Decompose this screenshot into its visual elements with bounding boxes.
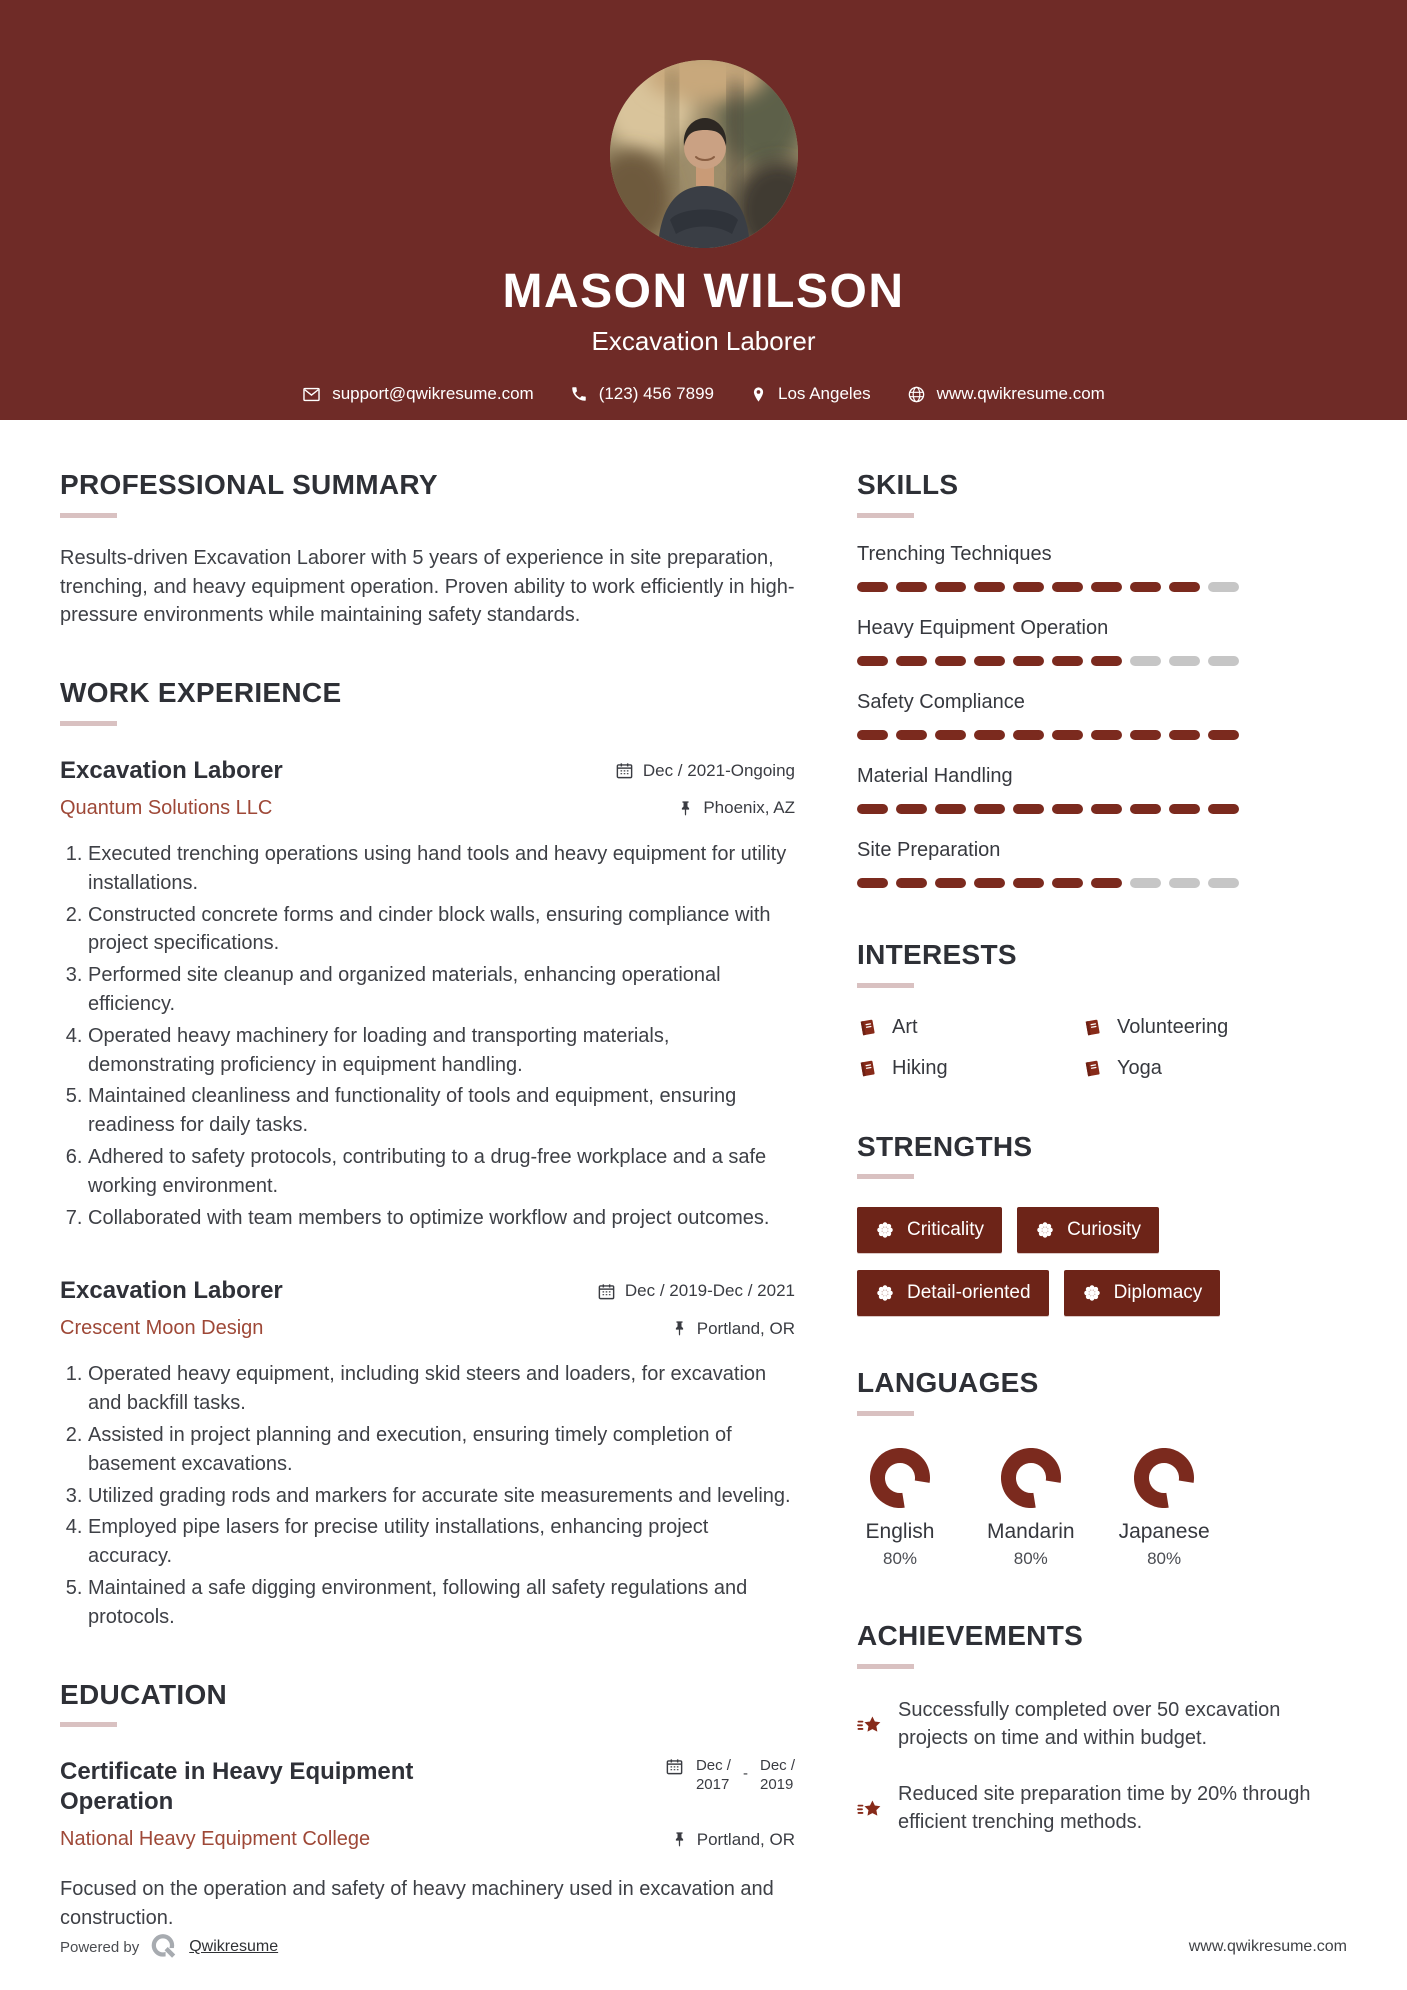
skill-level-bar <box>857 656 1347 666</box>
skill-dash-filled <box>974 656 1005 666</box>
language-donut-chart <box>1001 1448 1061 1508</box>
skill-dash-empty <box>1208 878 1239 888</box>
skill-dash-filled <box>857 804 888 814</box>
book-icon <box>857 1017 878 1038</box>
skill-level-bar <box>857 878 1347 888</box>
achievements-heading: ACHIEVEMENTS <box>857 1620 1084 1652</box>
language-donut-chart <box>870 1448 930 1508</box>
skill-dash-filled <box>1208 730 1239 740</box>
skill-dash-filled <box>896 730 927 740</box>
job-bullet: 5. Maintained cleanliness and functionality of tools and equipment, ensuring readiness for daily tasks. <box>88 1082 795 1140</box>
strength-chip <box>857 1270 1049 1316</box>
language-percent: 80% <box>882 1549 918 1569</box>
job-bullet: 2. Assisted in project planning and execution, ensuring timely completion of basement excavations. <box>88 1421 795 1479</box>
language-donut-chart <box>1134 1448 1194 1508</box>
skill-dash-filled <box>1052 582 1083 592</box>
resume-body <box>0 420 1407 1933</box>
summary-heading: PROFESSIONAL SUMMARY <box>60 469 438 500</box>
heading-underline <box>60 1722 117 1727</box>
skill-dash-filled <box>1013 804 1044 814</box>
company-name[interactable]: Quantum Solutions LLC <box>60 796 273 819</box>
skill-item <box>857 691 1347 740</box>
skill-level-bar <box>857 804 1347 814</box>
contact-item[interactable] <box>302 384 534 404</box>
contact-text: (123) 456 7899 <box>598 384 715 403</box>
contact-item[interactable] <box>570 384 714 404</box>
date-month: Dec / <box>695 1757 731 1775</box>
skill-dash-filled <box>935 730 966 740</box>
interests-list <box>857 1016 1347 1080</box>
date-year: 2017 <box>695 1776 730 1794</box>
strengths-list <box>857 1207 1327 1316</box>
skill-dash-filled <box>1052 878 1083 888</box>
job-entry <box>60 756 795 1232</box>
job-bullet: 1. Executed trenching operations using hand tools and heavy equipment for utility installations. <box>88 840 795 898</box>
education-section <box>60 1680 795 1933</box>
heading-underline <box>60 513 117 518</box>
summary-text: Results-driven Excavation Laborer with 5 years of experience in site preparation, trenching, and heavy equipment operation. Proven ability to work efficiently in high-pressure environments while maintaining safety standards. <box>60 546 795 627</box>
footer-website[interactable]: www.qwikresume.com <box>1188 1938 1347 1955</box>
job-location <box>677 798 795 818</box>
education-date-end <box>760 1757 795 1795</box>
pushpin-icon <box>671 1320 688 1337</box>
skill-dash-filled <box>935 804 966 814</box>
education-dates <box>665 1757 795 1795</box>
skill-dash-filled <box>1013 656 1044 666</box>
contact-text: www.qwikresume.com <box>936 384 1105 403</box>
skills-list <box>857 543 1347 888</box>
book-icon <box>1082 1017 1103 1038</box>
achievement-text: Successfully completed over 50 excavation projects on time and within budget. <box>898 1698 1281 1750</box>
skill-dash-filled <box>1169 582 1200 592</box>
strength-label: Detail-oriented <box>907 1282 1031 1304</box>
skill-dash-filled <box>1013 878 1044 888</box>
language-name: English <box>865 1520 935 1544</box>
powered-by: Powered by Qwikresume <box>60 1932 278 1962</box>
interests-section <box>857 940 1347 1080</box>
skill-dash-filled <box>1091 582 1122 592</box>
skill-dash-filled <box>1013 730 1044 740</box>
job-dates <box>615 761 795 781</box>
job-bullet: 3. Utilized grading rods and markers for accurate site measurements and leveling. <box>88 1482 795 1511</box>
skill-dash-empty <box>1130 878 1161 888</box>
skill-dash-empty <box>1208 656 1239 666</box>
qwikresume-logo-icon <box>149 1932 179 1962</box>
language-percent: 80% <box>1013 1549 1048 1569</box>
interest-label: Yoga <box>1117 1056 1162 1079</box>
heading-underline <box>857 1174 914 1179</box>
skill-dash-filled <box>1091 656 1122 666</box>
profile-photo <box>610 60 798 248</box>
skills-section <box>857 470 1347 888</box>
achievement-item <box>857 1780 1347 1837</box>
contact-text: Los Angeles <box>778 384 871 403</box>
interest-item <box>857 1057 1082 1080</box>
achievements-list <box>857 1696 1347 1837</box>
strength-chip <box>1017 1207 1159 1253</box>
job-bullets <box>60 840 795 1232</box>
achievement-text: Reduced site preparation time by 20% through efficient trenching methods. <box>898 1782 1311 1834</box>
school-name[interactable]: National Heavy Equipment College <box>60 1828 371 1851</box>
skill-dash-filled <box>896 656 927 666</box>
experience-section <box>60 678 795 1631</box>
skills-heading: SKILLS <box>857 469 959 500</box>
skill-dash-filled <box>1091 804 1122 814</box>
experience-heading: WORK EXPERIENCE <box>60 677 342 709</box>
skill-item <box>857 765 1347 814</box>
degree-title: Certificate in Heavy Equipment Operation <box>60 1758 414 1816</box>
skill-dash-filled <box>1130 804 1161 814</box>
interest-label: Hiking <box>892 1056 948 1079</box>
skill-dash-filled <box>1208 804 1239 814</box>
strength-chip <box>857 1207 1002 1253</box>
date-year: 2019 <box>759 1776 794 1794</box>
skill-dash-filled <box>896 582 927 592</box>
job-location-text: Phoenix, AZ <box>703 798 795 818</box>
job-bullet: 5. Maintained a safe digging environment, following all safety regulations and protocols. <box>88 1574 795 1632</box>
skill-dash-empty <box>1169 878 1200 888</box>
skill-dash-filled <box>1052 804 1083 814</box>
skill-dash-filled <box>1091 730 1122 740</box>
contact-row <box>0 384 1407 404</box>
interests-heading: INTERESTS <box>857 938 1017 970</box>
right-column <box>857 470 1347 1933</box>
skill-dash-filled <box>857 730 888 740</box>
skill-dash-filled <box>857 878 888 888</box>
calendar-icon <box>597 1282 616 1301</box>
achievements-section <box>857 1621 1347 1836</box>
skill-dash-filled <box>1169 730 1200 740</box>
languages-list <box>857 1448 1347 1569</box>
job-bullet: 3. Performed site cleanup and organized materials, enhancing operational efficiency. <box>88 961 795 1019</box>
skill-dash-filled <box>1130 730 1161 740</box>
skill-dash-filled <box>974 878 1005 888</box>
language-item <box>987 1448 1075 1569</box>
job-bullet: 2. Constructed concrete forms and cinder block walls, ensuring compliance with project specifications. <box>88 901 795 959</box>
book-icon <box>857 1058 878 1079</box>
interest-item <box>857 1016 1082 1039</box>
flower-icon <box>875 1283 895 1303</box>
job-location-text: Portland, OR <box>696 1318 795 1338</box>
email-icon <box>302 385 321 404</box>
heading-underline <box>857 1411 914 1416</box>
star-icon <box>857 1782 883 1837</box>
skill-dash-empty <box>1169 656 1200 666</box>
job-title: Excavation Laborer <box>60 756 283 784</box>
education-date-start <box>696 1757 731 1795</box>
job-date-text: Dec / 2021-Ongoing <box>642 760 795 780</box>
summary-section <box>60 470 795 630</box>
skill-dash-empty <box>1130 656 1161 666</box>
interest-item <box>1082 1057 1347 1080</box>
education-entry <box>60 1757 795 1933</box>
skill-dash-filled <box>896 804 927 814</box>
calendar-icon <box>615 761 634 780</box>
date-month: Dec / <box>759 1757 795 1775</box>
skill-level-bar <box>857 582 1347 592</box>
pushpin-icon <box>677 800 694 817</box>
skill-dash-filled <box>974 804 1005 814</box>
job-list <box>60 756 795 1632</box>
person-name: MASON WILSON <box>502 265 905 318</box>
skill-dash-filled <box>896 878 927 888</box>
skill-dash-filled <box>857 582 888 592</box>
job-bullet: 1. Operated heavy equipment, including skid steers and loaders, for excavation and backfill tasks. <box>88 1360 795 1418</box>
skill-dash-filled <box>1169 804 1200 814</box>
job-bullet: 6. Adhered to safety protocols, contributing to a drug-free workplace and a safe working environment. <box>88 1143 795 1201</box>
language-name: Japanese <box>1118 1520 1210 1544</box>
heading-underline <box>857 513 914 518</box>
date-separator: - <box>742 1765 748 1783</box>
globe-icon <box>907 385 926 404</box>
achievement-item <box>857 1696 1347 1753</box>
skill-dash-filled <box>1052 656 1083 666</box>
contact-text: support@qwikresume.com <box>332 384 534 403</box>
heading-underline <box>857 1664 914 1669</box>
job-dates <box>597 1281 795 1301</box>
job-entry <box>60 1276 795 1631</box>
skill-item <box>857 839 1347 888</box>
skill-dash-filled <box>857 656 888 666</box>
heading-underline <box>857 983 914 988</box>
strength-label: Criticality <box>907 1219 985 1241</box>
flower-icon <box>1035 1220 1055 1240</box>
strength-chip <box>1064 1270 1221 1316</box>
language-item <box>857 1448 943 1569</box>
skill-name: Heavy Equipment Operation <box>857 616 1109 639</box>
phone-icon <box>570 385 588 403</box>
skill-level-bar <box>857 730 1347 740</box>
skill-dash-filled <box>935 582 966 592</box>
skill-dash-filled <box>974 730 1005 740</box>
calendar-icon <box>665 1757 684 1776</box>
skill-dash-filled <box>1013 582 1044 592</box>
flower-icon <box>1082 1283 1102 1303</box>
skill-item <box>857 617 1347 666</box>
skill-dash-filled <box>974 582 1005 592</box>
interest-label: Art <box>892 1015 918 1038</box>
skill-dash-filled <box>1052 730 1083 740</box>
education-heading: EDUCATION <box>60 1678 228 1710</box>
education-location: Portland, OR <box>671 1830 795 1850</box>
flower-icon <box>875 1220 895 1240</box>
strengths-section <box>857 1132 1347 1317</box>
job-date-text: Dec / 2019-Dec / 2021 <box>624 1281 795 1301</box>
skill-dash-empty <box>1208 582 1239 592</box>
strength-label: Diplomacy <box>1113 1282 1203 1304</box>
job-bullets <box>60 1360 795 1631</box>
languages-section <box>857 1368 1347 1569</box>
qwikresume-link[interactable]: Qwikresume <box>189 1938 279 1955</box>
skill-name: Site Preparation <box>857 838 1001 861</box>
left-column <box>60 470 795 1933</box>
language-name: Mandarin <box>987 1520 1075 1544</box>
interest-label: Volunteering <box>1117 1015 1229 1038</box>
job-location <box>671 1319 795 1339</box>
languages-heading: LANGUAGES <box>857 1367 1039 1399</box>
job-bullet: 4. Employed pipe lasers for precise utility installations, enhancing project accuracy. <box>88 1513 795 1571</box>
skill-item <box>857 543 1347 592</box>
contact-item <box>750 384 871 404</box>
profile-photo-image <box>610 60 798 248</box>
strength-label: Curiosity <box>1067 1219 1141 1241</box>
strengths-heading: STRENGTHS <box>857 1130 1033 1162</box>
star-icon <box>857 1698 883 1753</box>
skill-dash-filled <box>935 878 966 888</box>
language-percent: 80% <box>1147 1549 1182 1569</box>
footer <box>60 1932 1347 1962</box>
skill-name: Material Handling <box>857 764 1013 787</box>
skill-dash-filled <box>1091 878 1122 888</box>
company-name[interactable]: Crescent Moon Design <box>60 1317 264 1340</box>
heading-underline <box>60 721 117 726</box>
contact-item[interactable] <box>907 384 1105 404</box>
skill-name: Trenching Techniques <box>857 542 1052 565</box>
skill-name: Safety Compliance <box>857 690 1025 713</box>
job-title: Excavation Laborer <box>60 1277 283 1305</box>
language-item <box>1119 1448 1210 1569</box>
pushpin-icon <box>671 1831 688 1848</box>
job-bullet: 7. Collaborated with team members to optimize workflow and project outcomes. <box>88 1204 795 1233</box>
skill-dash-filled <box>935 656 966 666</box>
interest-item <box>1082 1016 1347 1039</box>
education-description: Focused on the operation and safety of heavy machinery used in excavation and construction. <box>60 1878 774 1930</box>
skill-dash-filled <box>1130 582 1161 592</box>
location-icon <box>750 386 767 403</box>
person-title: Excavation Laborer <box>591 326 816 356</box>
job-bullet: 4. Operated heavy machinery for loading and transporting materials, demonstrating proficiency in equipment handling. <box>88 1022 795 1080</box>
header <box>0 0 1407 420</box>
book-icon <box>1082 1058 1103 1079</box>
